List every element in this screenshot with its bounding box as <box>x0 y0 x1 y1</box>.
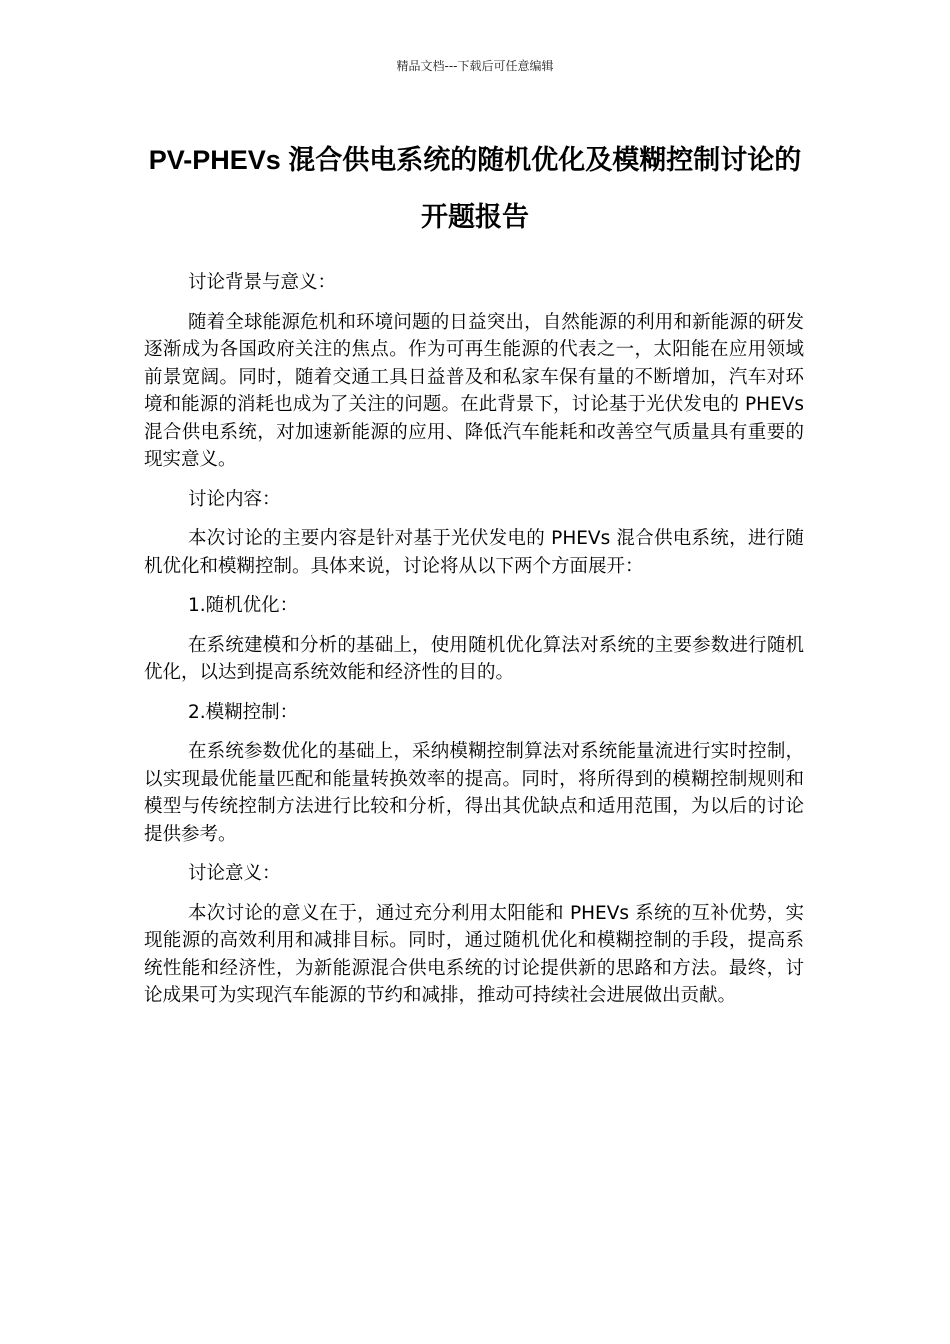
paragraph-significance: 本次讨论的意义在于，通过充分利用太阳能和 PHEVs 系统的互补优势，实现能源的高效利用和减排目标。同时，通过随机优化和模糊控制的手段，提高系统性能和经济性，为新能源混合供电系统的讨论提供新的思路和方法。最终，讨论成果可为实现汽车能源的节约和减排，推动可持续社会进展做出贡献。 <box>144 902 804 1006</box>
paragraph-random-optimization: 在系统建模和分析的基础上，使用随机优化算法对系统的主要参数进行随机优化，以达到提高系统效能和经济性的目的。 <box>144 634 804 683</box>
paragraph-content: 本次讨论的主要内容是针对基于光伏发电的 PHEVs 混合供电系统，进行随机优化和模糊控制。具体来说，讨论将从以下两个方面展开： <box>144 528 804 577</box>
document-title: PV-PHEVs 混合供电系统的随机优化及模糊控制讨论的开题报告 <box>148 145 802 232</box>
section-heading-content: 讨论内容： <box>188 488 281 510</box>
paragraph-fuzzy-control: 在系统参数优化的基础上，采纳模糊控制算法对系统能量流进行实时控制，以实现最优能量匹配和能量转换效率的提高。同时，将所得到的模糊控制规则和模型与传统控制方法进行比较和分析，得出其优缺点和适用范围，为以后的讨论提供参考。 <box>144 741 804 845</box>
section-heading-random-optimization: 1.随机优化： <box>188 595 299 616</box>
section-heading-significance: 讨论意义： <box>188 863 281 884</box>
header-note: 精品文档---下载后可任意编辑 <box>396 59 554 73</box>
section-heading-fuzzy-control: 2.模糊控制： <box>188 701 299 723</box>
section-heading-background: 讨论背景与意义： <box>188 272 337 293</box>
paragraph-background: 随着全球能源危机和环境问题的日益突出，自然能源的利用和新能源的研发逐渐成为各国政府关注的焦点。作为可再生能源的代表之一，太阳能在应用领域前景宽阔。同时，随着交通工具日益普及和私家车保有量的不断增加，汽车对环境和能源的消耗也成为了关注的问题。在此背景下，讨论基于光伏发电的 PHEVs 混合供电系统，对加速新能源的应用、降低汽车能耗和改善空气质量具有重要的现实意义。 <box>144 311 804 470</box>
document-body <box>144 269 804 1022</box>
